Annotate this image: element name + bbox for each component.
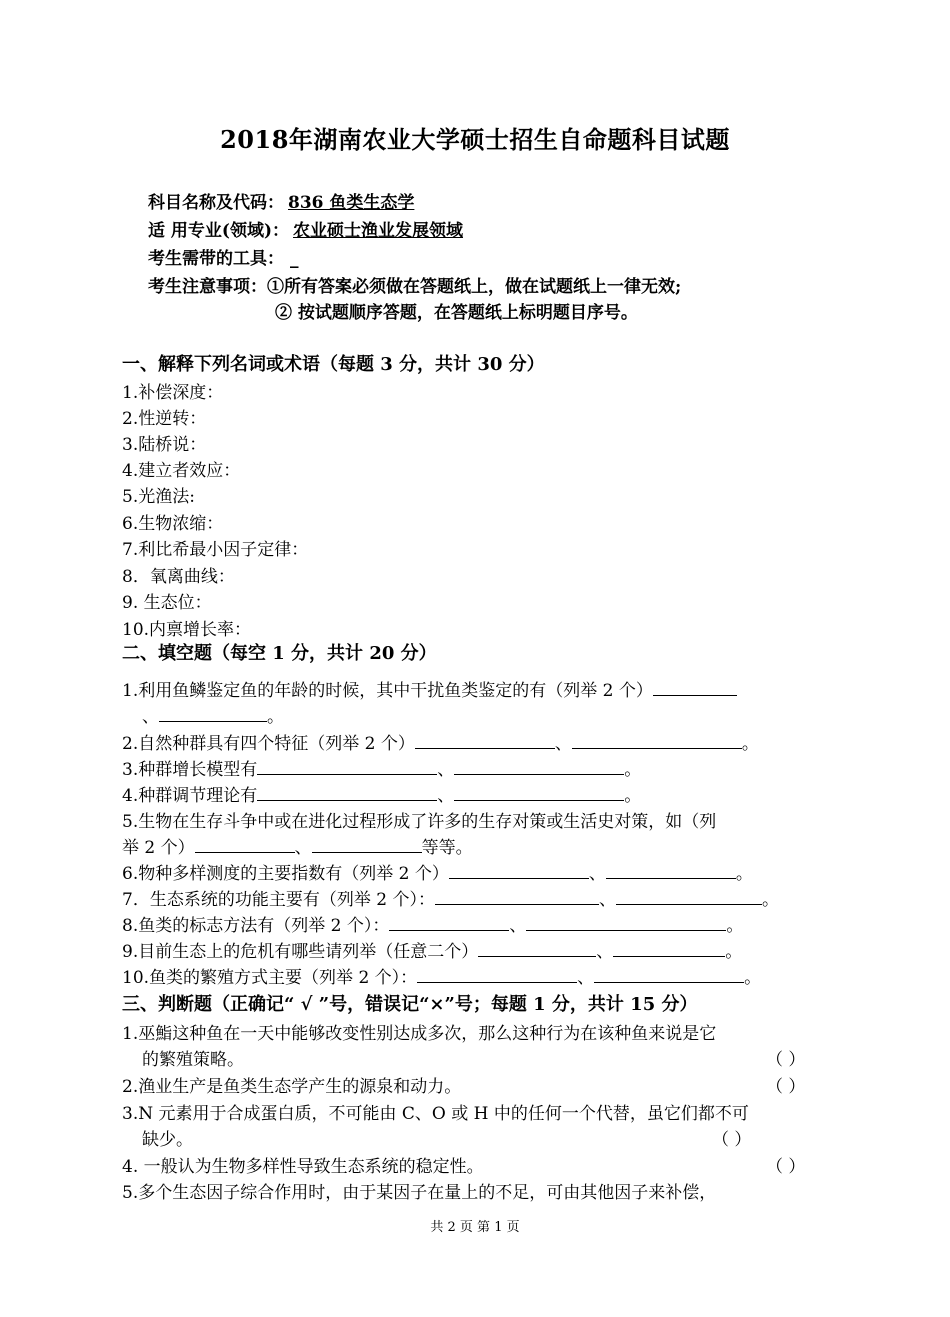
fill-question: 3.种群增长模型有 、 。	[122, 760, 642, 780]
answer-blank	[613, 940, 725, 957]
judge-question-cont: 的繁殖策略。	[142, 1050, 244, 1070]
answer-blank	[572, 732, 742, 749]
answer-parentheses: （ ）	[766, 1050, 806, 1070]
answer-parentheses: （ ）	[712, 1130, 752, 1150]
answer-parentheses: （ ）	[766, 1157, 806, 1177]
answer-blank	[478, 940, 596, 957]
section-2-heading: 二、填空题（每空 1 分，共计 20 分）	[122, 643, 437, 664]
answer-parentheses: （ ）	[766, 1077, 806, 1097]
fill-question-cont: 、 。	[142, 707, 284, 727]
term-item: 3.陆桥说：	[122, 435, 207, 455]
notes-row	[148, 272, 681, 297]
answer-blank	[526, 914, 726, 931]
answer-blank	[257, 784, 437, 801]
answer-blank	[435, 888, 599, 905]
tools-row	[148, 244, 299, 269]
major-value: 农业硕士渔业发展领域	[293, 221, 464, 241]
term-item: 10.内禀增长率：	[122, 620, 252, 640]
answer-blank	[606, 862, 736, 879]
term-item: 4.建立者效应：	[122, 461, 241, 481]
fill-question-cont: 举 2 个） 、 等等。	[122, 838, 473, 858]
judge-question: 4. 一般认为生物多样性导致生态系统的稳定性。	[122, 1157, 484, 1177]
answer-blank	[312, 836, 422, 853]
term-item: 2.性逆转：	[122, 409, 207, 429]
fill-question: 1.利用鱼鳞鉴定鱼的年龄的时候，其中干扰鱼类鉴定的有（列举 2 个）	[122, 676, 737, 701]
term-item: 1.补偿深度：	[122, 383, 224, 403]
answer-blank	[454, 758, 624, 775]
fill-question: 9.目前生态上的危机有哪些请列举（任意二个） 、 。	[122, 942, 743, 962]
fill-question: 4.种群调节理论有 、 。	[122, 786, 642, 806]
subject-row	[148, 188, 418, 213]
note-2: ② 按试题顺序答题，在答题纸上标明题目序号。	[275, 303, 638, 323]
answer-blank	[195, 836, 295, 853]
answer-blank	[389, 914, 509, 931]
section-1-heading: 一、解释下列名词或术语（每题 3 分，共计 30 分）	[122, 354, 545, 375]
term-item: 5.光渔法:	[122, 487, 195, 507]
fill-question: 2.自然种群具有四个特征（列举 2 个） 、 。	[122, 734, 759, 754]
judge-question: 1.巫鮨这种鱼在一天中能够改变性别达成多次，那么这种行为在该种鱼来说是它	[122, 1024, 717, 1044]
fill-question: 10.鱼类的繁殖方式主要（列举 2 个）： 、 。	[122, 968, 762, 988]
page-footer: 共 2 页 第 1 页	[430, 1220, 520, 1235]
answer-blank	[257, 758, 437, 775]
fill-question: 6.物种多样测度的主要指数有（列举 2 个） 、 。	[122, 864, 753, 884]
major-row	[148, 216, 467, 241]
subject-value: 836 鱼类生态学	[288, 193, 415, 213]
major-label: 适 用专业(领域)：	[148, 221, 290, 241]
answer-blank	[417, 966, 577, 983]
subject-label: 科目名称及代码：	[148, 193, 284, 213]
tools-value: _	[290, 249, 299, 269]
fill-question: 5.生物在生存斗争中或在进化过程形成了许多的生存对策或生活史对策，如（列	[122, 812, 717, 832]
answer-blank	[616, 888, 762, 905]
term-item: 7.利比希最小因子定律：	[122, 540, 309, 560]
term-item: 9. 生态位：	[122, 593, 212, 613]
answer-blank	[449, 862, 589, 879]
page-title: 2018年湖南农业大学硕士招生自命题科目试题	[220, 125, 730, 154]
answer-blank	[594, 966, 744, 983]
note-1: ①所有答案必须做在答题纸上，做在试题纸上一律无效;	[267, 277, 682, 297]
tools-label: 考生需带的工具：	[148, 249, 284, 269]
term-item: 8．氧离曲线：	[122, 567, 235, 587]
judge-question-cont: 缺少。	[142, 1130, 193, 1150]
answer-blank	[159, 705, 267, 722]
judge-question: 5.多个生态因子综合作用时，由于某因子在量上的不足，可由其他因子来补偿，	[122, 1183, 717, 1203]
term-item: 6.生物浓缩：	[122, 514, 224, 534]
answer-blank	[454, 784, 624, 801]
notes-label: 考生注意事项：	[148, 277, 267, 297]
judge-question: 2.渔业生产是鱼类生态学产生的源泉和动力。	[122, 1077, 462, 1097]
answer-blank	[653, 679, 737, 696]
fill-question: 7．生态系统的功能主要有（列举 2 个）： 、 。	[122, 890, 779, 910]
section-3-heading: 三、判断题（正确记“ √ ”号，错误记“×”号；每题 1 分，共计 15 分）	[122, 994, 698, 1015]
answer-blank	[415, 732, 555, 749]
judge-question: 3.N 元素用于合成蛋白质，不可能由 C、O 或 H 中的任何一个代替，虽它们都不可	[122, 1104, 749, 1124]
fill-question: 8.鱼类的标志方法有（列举 2 个）： 、 。	[122, 916, 744, 936]
